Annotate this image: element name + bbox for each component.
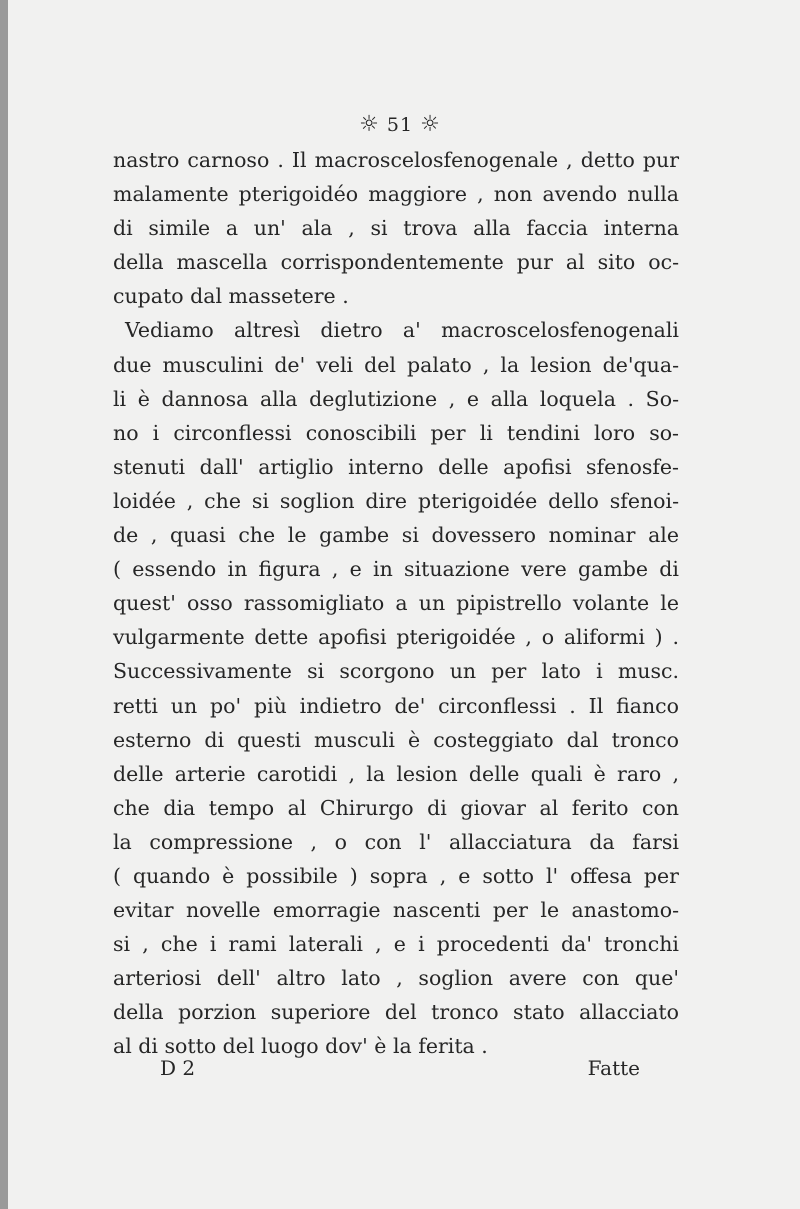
page-number: 51: [386, 114, 414, 136]
catchword: Fatte: [587, 1056, 640, 1080]
text-line: Vediamo altresì dietro a' macroscelosfenogenali: [125, 318, 679, 343]
text-line: stenuti dall' artiglio interno delle apofisi sfenosfe-: [113, 454, 679, 479]
text-line: la compressione , o con l' allacciatura da farsi: [113, 829, 679, 854]
text-line: retti un po' più indietro de' circonflessi . Il fianco: [113, 693, 679, 718]
text-line: di simile a un' ala , si trova alla faccia interna: [113, 216, 679, 241]
header-right-ornament: ☼: [420, 112, 441, 137]
text-line: quest' osso rassomigliato a un pipistrello volante le: [113, 591, 679, 616]
text-line: si , che i rami laterali , e i procedenti da' tronchi: [113, 932, 679, 957]
text-line: arteriosi dell' altro lato , soglion avere con que': [113, 966, 679, 991]
text-line: ( quando è possibile ) sopra , e sotto l' offesa per: [113, 863, 679, 888]
text-line: no i circonflessi conoscibili per li tendini loro so-: [113, 420, 679, 445]
text-line: della porzion superiore del tronco stato allacciato: [113, 1000, 679, 1025]
text-line: evitar novelle emorragie nascenti per le anastomo-: [113, 898, 679, 923]
text-line: li è dannosa alla deglutizione , e alla loquela . So-: [113, 386, 679, 411]
text-line: de , quasi che le gambe si dovessero nominar ale: [113, 523, 679, 548]
page-header: [0, 112, 800, 137]
body-text: [113, 143, 679, 1064]
text-line: ( essendo in figura , e in situazione vere gambe di: [113, 557, 679, 582]
text-line: malamente pterigoidéo maggiore , non avendo nulla: [113, 182, 679, 207]
text-line: nastro carnoso . Il macroscelosfenogenale , detto pur: [113, 148, 679, 172]
text-line: al di sotto del luogo dov' è la ferita .: [113, 1034, 488, 1059]
text-line: della mascella corrispondentemente pur al sito oc-: [113, 250, 679, 275]
text-line: loidée , che si soglion dire pterigoidée dello sfenoi-: [113, 488, 679, 513]
header-left-ornament: ☼: [359, 112, 380, 137]
text-line: delle arterie carotidi , la lesion delle quali è raro ,: [113, 761, 679, 786]
text-line: cupato dal massetere .: [113, 284, 349, 309]
text-line: due musculini de' veli del palato , la lesion de'qua-: [113, 352, 679, 377]
text-line: vulgarmente dette apofisi pterigoidée , o aliformi ) .: [113, 625, 679, 650]
text-line: che dia tempo al Chirurgo di giovar al ferito con: [113, 795, 679, 820]
text-line: Successivamente si scorgono un per lato i musc.: [113, 659, 679, 684]
page-gutter-edge: [0, 0, 8, 1209]
page-footer: [160, 1056, 640, 1080]
text-line: esterno di questi musculi è costeggiato dal tronco: [113, 727, 679, 752]
signature-mark: D 2: [160, 1056, 196, 1080]
